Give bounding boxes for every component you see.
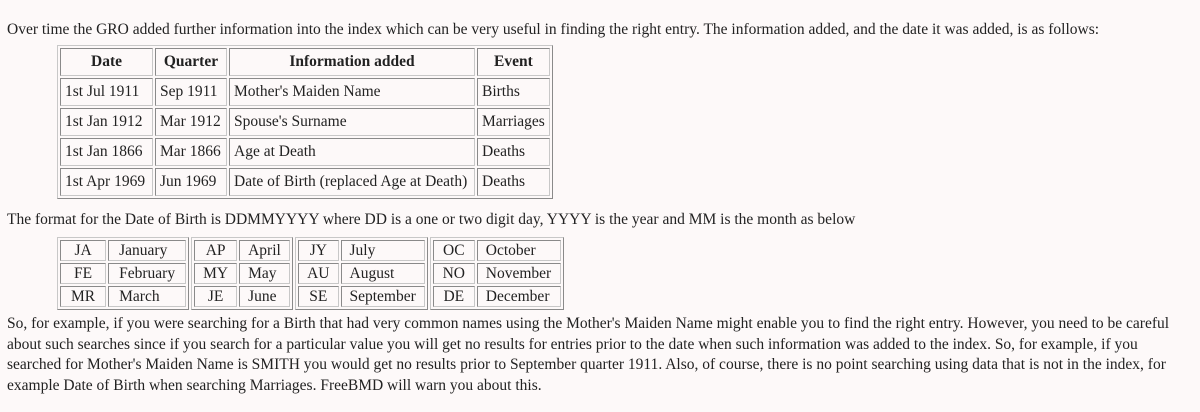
month-row — [298, 240, 425, 261]
month-code: AP — [194, 240, 237, 261]
month-row — [298, 263, 425, 284]
month-row — [433, 263, 561, 284]
month-name: October — [477, 240, 561, 261]
month-code: JA — [60, 240, 106, 261]
cell-information: Age at Death — [229, 138, 475, 166]
month-code: MR — [60, 286, 106, 307]
month-name: July — [341, 240, 425, 261]
month-row — [433, 286, 561, 307]
month-name: January — [108, 240, 186, 261]
month-group-q1 — [57, 237, 191, 310]
cell-quarter: Mar 1866 — [155, 138, 227, 166]
cell-event: Marriages — [477, 108, 550, 136]
cell-information: Mother's Maiden Name — [229, 78, 475, 106]
month-name: June — [239, 286, 290, 307]
month-row — [60, 263, 186, 284]
header-event: Event — [477, 48, 550, 76]
intro-paragraph: Over time the GRO added further information into the index which can be very useful in finding the right entry. The information added, and the date it was added, is as follows: — [7, 21, 1100, 38]
month-code: JY — [298, 240, 338, 261]
information-added-table — [57, 45, 553, 199]
month-name: May — [239, 263, 290, 284]
month-code: JE — [194, 286, 237, 307]
month-code: OC — [433, 240, 475, 261]
table-header-row — [60, 48, 550, 76]
month-code: AU — [298, 263, 338, 284]
cell-date: 1st Apr 1969 — [60, 168, 153, 196]
month-name: March — [108, 286, 186, 307]
month-name: April — [239, 240, 290, 261]
month-row — [194, 240, 290, 261]
table-row — [60, 108, 550, 136]
cell-date: 1st Jan 1866 — [60, 138, 153, 166]
month-codes-table — [57, 237, 566, 310]
table-row — [60, 138, 550, 166]
header-date: Date — [60, 48, 153, 76]
cell-event: Deaths — [477, 138, 550, 166]
table-row — [60, 168, 550, 196]
date-format-paragraph: The format for the Date of Birth is DDMMYYYY where DD is a one or two digit day, YYYY is the year and MM is the month as below — [7, 211, 856, 228]
month-row — [433, 240, 561, 261]
cell-quarter: Jun 1969 — [155, 168, 227, 196]
month-name: September — [341, 286, 425, 307]
cell-date: 1st Jan 1912 — [60, 108, 153, 136]
month-code: DE — [433, 286, 475, 307]
month-name: December — [477, 286, 561, 307]
cell-event: Deaths — [477, 168, 550, 196]
month-code: SE — [298, 286, 338, 307]
table-row — [60, 78, 550, 106]
header-information-added: Information added — [229, 48, 475, 76]
header-quarter: Quarter — [155, 48, 227, 76]
month-code: MY — [194, 263, 237, 284]
month-group-q3 — [295, 237, 430, 310]
cell-information: Spouse's Surname — [229, 108, 475, 136]
month-code: NO — [433, 263, 475, 284]
month-row — [60, 240, 186, 261]
cell-date: 1st Jul 1911 — [60, 78, 153, 106]
month-group-q2 — [191, 237, 295, 310]
month-name: February — [108, 263, 186, 284]
cell-information: Date of Birth (replaced Age at Death) — [229, 168, 475, 196]
month-row — [298, 286, 425, 307]
cell-event: Births — [477, 78, 550, 106]
cell-quarter: Sep 1911 — [155, 78, 227, 106]
month-row — [194, 286, 290, 307]
month-code: FE — [60, 263, 106, 284]
month-row — [194, 263, 290, 284]
month-name: August — [341, 263, 425, 284]
month-group-q4 — [430, 237, 566, 310]
month-name: November — [477, 263, 561, 284]
month-row — [60, 286, 186, 307]
cell-quarter: Mar 1912 — [155, 108, 227, 136]
example-paragraph: So, for example, if you were searching for a Birth that had very common names using the Mother's Maiden Name might enable you to find the right entry. However, you need to be careful about such searches since if you search for a particular value you will get no results for entries prior to the date when such information was added to the index. So, for example, if you searched for Mother's Maiden Name is SMITH you would get no results prior to September quarter 1911. Also, of course, there is no point searching using data that is not in the index, for example Date of Birth when searching Marriages. FreeBMD will warn you about this. — [7, 315, 1170, 394]
